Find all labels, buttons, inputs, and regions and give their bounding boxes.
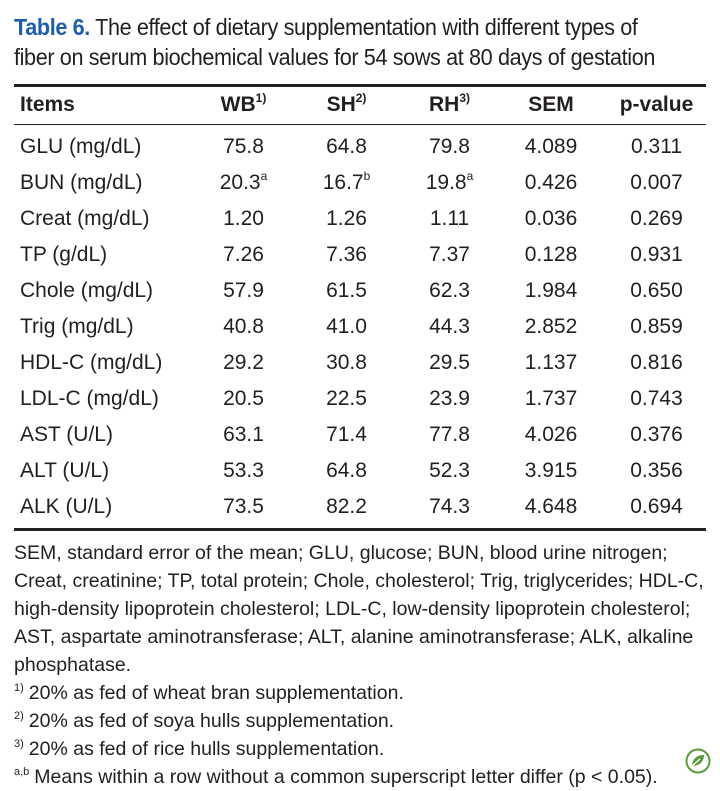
table-row [14,489,712,525]
cell-sem: 4.089 [524,135,578,158]
table-row [14,165,712,201]
cell-item: LDL-C (mg/dL) [20,387,159,410]
cell-wb: 57.9 [223,279,264,302]
cell-item: TP (g/dL) [20,243,108,266]
cell-wb: 20.3$^a$ [219,169,268,194]
cell-rh: 52.3 [429,459,470,482]
cell-sh: 64.8 [326,135,367,158]
cell-sh: 61.5 [326,279,367,302]
cell-wb: 63.1 [223,423,264,446]
cell-item: Trig (mg/dL) [20,315,134,338]
table-caption [14,12,672,72]
cell-p-value: 0.356 [630,459,683,482]
abbreviations-note: SEM, standard error of the mean; GLU, glucose; BUN, blood urine nitrogen; Creat, creatinine; TP, total protein; Chole, cholesterol; Trig, triglycerides; HDL-C, high-density lipoprotein cholesterol; LDL-C, low-density lipoprotein cholesterol; AST, aspartate aminotransferase; ALT, alanine aminotransferase; ALK, alkaline phosphatase. [14,542,704,676]
cell-item: ALT (U/L) [20,459,110,482]
cell-p-value: 0.694 [630,495,683,518]
cell-rh: 77.8 [429,423,470,446]
leaf-logo-icon [685,748,711,774]
table-row [14,453,712,489]
cell-p-value: 0.311 [631,135,682,158]
cell-sh: 64.8 [326,459,367,482]
header-items: Items [20,93,75,116]
cell-p-value: 0.859 [630,315,683,338]
cell-sem: 1.137 [524,351,578,374]
bottom-rule [14,528,706,531]
cell-rh: 62.3 [429,279,470,302]
cell-wb: 1.20 [223,207,264,230]
cell-sem: 1.984 [524,279,578,302]
table-label: Table 6. [14,14,90,40]
cell-rh: 7.37 [429,243,470,266]
header-row [14,87,712,123]
cell-p-value: 0.376 [630,423,683,446]
cell-rh: 23.9 [429,387,470,410]
header-rh: RH$^{3)}$ [428,91,470,116]
footnote-item: $^{2)}$ 20% as fed of soya hulls supplementation. [14,710,395,732]
cell-rh: 19.8$^a$ [425,169,474,194]
table-row [14,309,712,345]
cell-sem: 0.426 [524,171,578,194]
cell-rh: 79.8 [429,135,470,158]
cell-sh: 71.4 [326,423,367,446]
cell-rh: 1.11 [429,207,470,230]
cell-sh: 41.0 [326,315,367,338]
cell-p-value: 0.816 [630,351,683,374]
cell-sem: 0.036 [524,207,578,230]
cell-sh: 16.7$^b$ [322,169,371,194]
cell-item: AST (U/L) [20,423,113,446]
cell-sem: 4.648 [524,495,578,518]
cell-wb: 53.3 [223,459,264,482]
table-row [14,381,712,417]
cell-p-value: 0.931 [630,243,683,266]
cell-rh: 44.3 [429,315,470,338]
table-row [14,273,712,309]
header-wb: WB$^{1)}$ [220,91,267,116]
cell-item: HDL-C (mg/dL) [20,351,163,374]
cell-sh: 1.26 [326,207,367,230]
cell-wb: 29.2 [223,351,264,374]
footnote-item: $^{1)}$ 20% as fed of wheat bran supplementation. [14,682,404,704]
data-table [14,87,712,525]
header-p-value: p-value [619,93,694,116]
cell-item: GLU (mg/dL) [20,135,142,158]
cell-wb: 75.8 [223,135,264,158]
cell-item: Creat (mg/dL) [20,207,150,230]
cell-sem: 3.915 [524,459,578,482]
cell-sh: 30.8 [326,351,367,374]
cell-sh: 7.36 [326,243,367,266]
cell-p-value: 0.650 [630,279,683,302]
table-row [14,123,712,165]
cell-sem: 4.026 [524,423,578,446]
cell-wb: 40.8 [223,315,264,338]
cell-rh: 29.5 [429,351,470,374]
cell-wb: 73.5 [223,495,264,518]
cell-p-value: 0.269 [630,207,683,230]
cell-rh: 74.3 [429,495,470,518]
cell-sem: 1.737 [524,387,578,410]
cell-p-value: 0.007 [630,171,683,194]
table-title: The effect of dietary supplementation with different types of fiber on serum biochemical values for 54 sows at 80 days of gestation [14,14,656,70]
cell-wb: 7.26 [223,243,264,266]
cell-item: Chole (mg/dL) [20,279,154,302]
cell-p-value: 0.743 [630,387,683,410]
cell-item: ALK (U/L) [20,495,113,518]
cell-sh: 82.2 [326,495,367,518]
cell-sem: 2.852 [524,315,578,338]
footnote-item: $^{a,b}$ Means within a row without a common superscript letter differ (p < 0.05). [14,766,658,788]
table-row [14,201,712,237]
table-row [14,417,712,453]
header-sh: SH$^{2)}$ [326,91,367,116]
table-row [14,345,712,381]
cell-sh: 22.5 [326,387,367,410]
footnote-item: $^{3)}$ 20% as fed of rice hulls supplementation. [14,738,385,760]
cell-sem: 0.128 [524,243,578,266]
cell-wb: 20.5 [223,387,264,410]
header-sem: SEM [528,93,574,116]
cell-item: BUN (mg/dL) [20,171,143,194]
header-rule [14,124,706,125]
table-row [14,237,712,273]
footnotes [14,539,714,791]
